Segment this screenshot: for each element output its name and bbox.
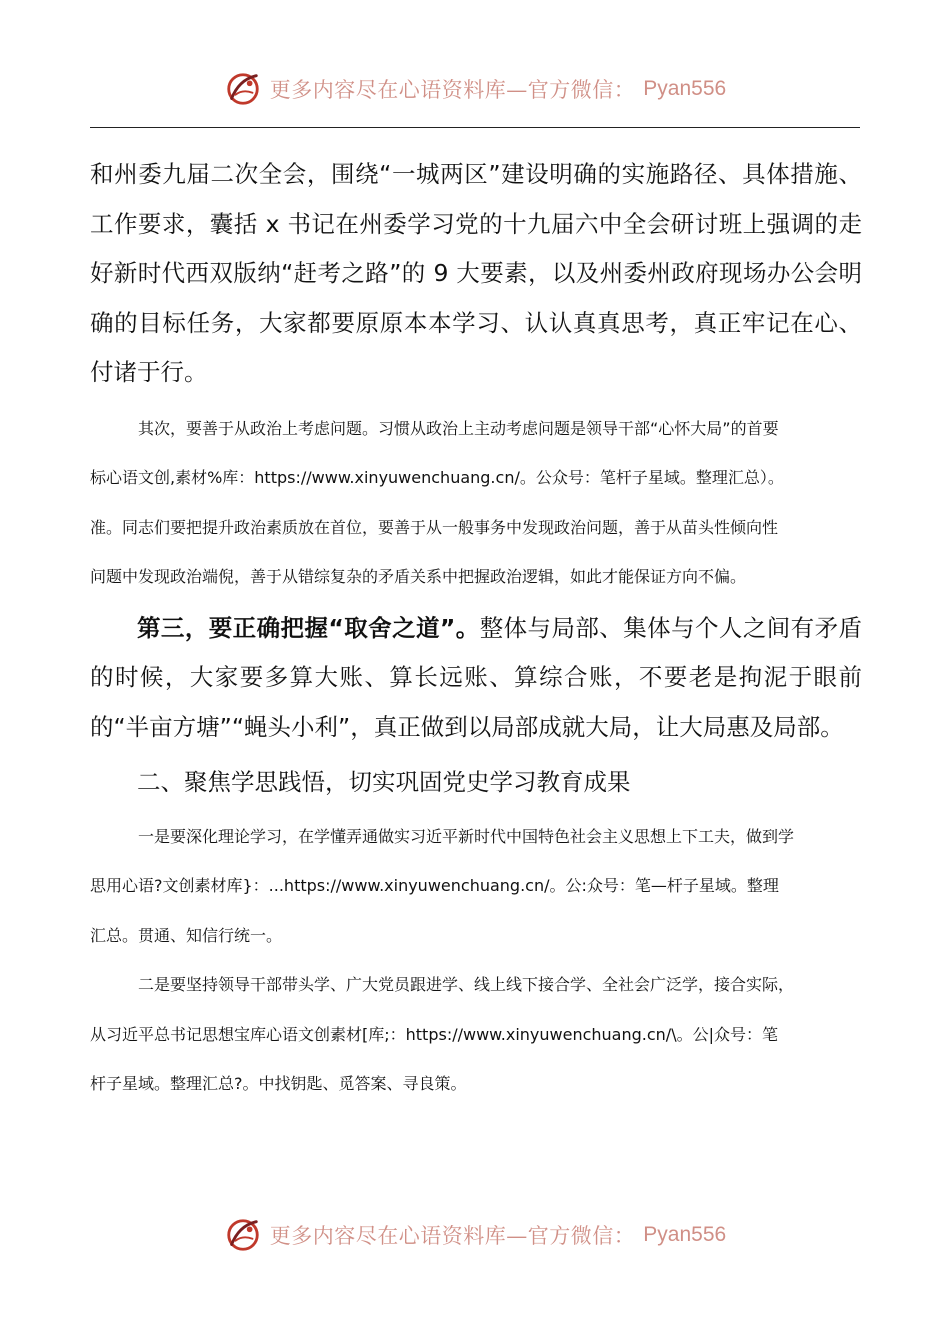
paragraph-2 (90, 404, 862, 602)
header-banner (0, 70, 950, 108)
footer-banner (0, 1216, 950, 1254)
banner-account: Pyan556 (643, 77, 727, 100)
banner-text: 更多内容尽在心语资料库—官方微信： (269, 78, 636, 102)
paragraph-5-line: 杆子星域。整理汇总?。中找钥匙、觅答案、寻良策。 (90, 1074, 467, 1093)
document-body (90, 150, 862, 1109)
brand-logo-icon (224, 1216, 262, 1254)
banner-account: Pyan556 (643, 1223, 727, 1246)
paragraph-4-line: 汇总。贯通、知信行统一。 (90, 925, 283, 945)
paragraph-5-line: 二是要坚持领导干部带头学、广大党员跟进学、线上线下接合学、全社会广泛学，接合实际， (138, 975, 795, 994)
paragraph-4-line: 思用心语?文创素材库}：...https://www.xinyuwenchuang.cn/。公:众号：笔—杆子星域。整理 (90, 876, 779, 895)
brand-logo-icon (224, 70, 262, 108)
banner-text: 更多内容尽在心语资料库—官方微信： (269, 1224, 636, 1248)
section-heading: 二、聚焦学思践悟，切实巩固党史学习教育成果 (137, 768, 631, 796)
paragraph-4 (90, 812, 862, 961)
header-divider (90, 127, 860, 128)
paragraph-2-line: 其次，要善于从政治上考虑问题。习惯从政治上主动考虑问题是领导干部“心怀大局”的首要 (138, 418, 779, 438)
paragraph-3-rest: 整体与局部、集体与个人之间有矛盾的时候，大家要多算大账、算长远账、算综合账，不要老是拘泥于眼前的“半亩方塘”“蝇头小利”，真正做到以局部成就大局，让大局惠及局部。 (90, 613, 863, 741)
paragraph-5-line: 从习近平总书记思想宝库心语文创素材[库;：https://www.xinyuwenchuang.cn/\。公|众号：笔 (90, 1024, 778, 1044)
paragraph-2-line: 标心语文创,素材%库：https://www.xinyuwenchuang.cn/。公众号：笔杆子星域。整理汇总）。 (90, 468, 784, 487)
paragraph-5 (90, 960, 862, 1109)
paragraph-3 (90, 604, 862, 753)
paragraph-1: 和州委九届二次全会，围绕“一城两区”建设明确的实施路径、具体措施、工作要求，囊括 x 书记在州委学习党的十九届六中全会研讨班上强调的走好新时代西双版纳“赶考之路”的 9 大要素，以及州委州政府现场办公会明确的目标任务，大家都要原原本本学习、认认真真思考，真正牢记在心、付诸于行。 (90, 160, 862, 386)
paragraph-2-line: 准。同志们要把提升政治素质放在首位，要善于从一般事务中发现政治问题，善于从苗头性倾向性 (90, 517, 779, 537)
paragraph-2-line: 问题中发现政治端倪，善于从错综复杂的矛盾关系中把握政治逻辑，如此才能保证方向不偏。 (90, 567, 747, 586)
paragraph-4-line: 一是要深化理论学习，在学懂弄通做实习近平新时代中国特色社会主义思想上下工夫，做到学 (138, 826, 795, 846)
paragraph-3-lead: 第三，要正确把握“取舍之道”。 (137, 613, 480, 642)
